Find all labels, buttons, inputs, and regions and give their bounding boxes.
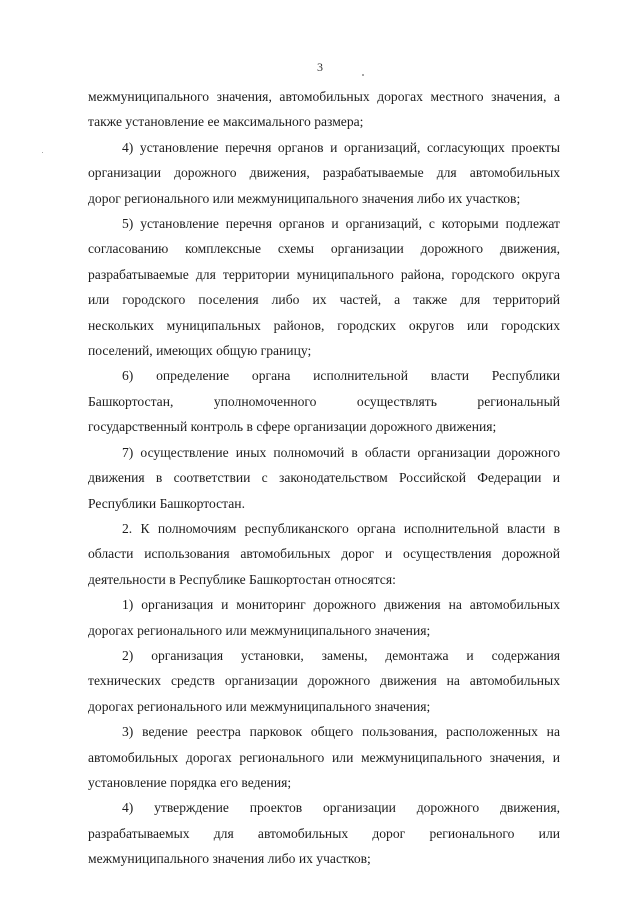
text-line: деятельности в Республике Башкортостан относятся: xyxy=(88,571,396,587)
paragraph xyxy=(88,643,560,719)
scan-speck xyxy=(42,152,43,153)
text-line: Башкортостан, уполномоченного осуществлять региональный xyxy=(88,393,560,409)
scan-speck xyxy=(362,74,364,76)
paragraph xyxy=(88,516,560,592)
text-line: 7) осуществление иных полномочий в области организации дорожного xyxy=(122,444,560,460)
paragraph xyxy=(88,84,560,135)
paragraph xyxy=(88,135,560,211)
text-line: также установление ее максимального размера; xyxy=(88,114,364,130)
text-line: дорогах регионального или межмуниципального значения; xyxy=(88,622,431,638)
text-line: организации дорожного движения, разрабатываемые для автомобильных xyxy=(88,165,560,181)
text-line: 2. К полномочиям республиканского органа исполнительной власти в xyxy=(122,520,560,536)
text-line: установление порядка его ведения; xyxy=(88,774,292,790)
text-line: Республики Башкортостан. xyxy=(88,495,245,511)
document-body xyxy=(88,84,560,872)
text-line: движения в соответствии с законодательством Российской Федерации и xyxy=(88,470,560,486)
text-line: или городского поселения либо их частей, а также для территорий xyxy=(88,292,560,308)
paragraph xyxy=(88,719,560,795)
text-line: 5) установление перечня органов и организаций, с которыми подлежат xyxy=(122,216,560,232)
text-line: 4) установление перечня органов и организаций, согласующих проекты xyxy=(122,139,560,155)
text-line: согласованию комплексные схемы организации дорожного движения, xyxy=(88,241,560,257)
text-line: государственный контроль в сфере организации дорожного движения; xyxy=(88,419,497,435)
text-line: дорог регионального или межмуниципального значения либо их участков; xyxy=(88,190,521,206)
paragraph xyxy=(88,211,560,363)
text-line: 6) определение органа исполнительной власти Республики xyxy=(122,368,560,384)
text-line: поселений, имеющих общую границу; xyxy=(88,343,312,359)
text-line: 3) ведение реестра парковок общего пользования, расположенных на xyxy=(122,724,560,740)
page-number: 3 xyxy=(317,60,323,74)
text-line: дорогах регионального или межмуниципального значения; xyxy=(88,698,431,714)
text-line: межмуниципального значения, автомобильных дорогах местного значения, а xyxy=(88,89,560,104)
text-line: разрабатываемые для территории муниципального района, городского округа xyxy=(88,266,560,282)
text-line: 4) утверждение проектов организации дорожного движения, xyxy=(122,800,560,816)
text-line: межмуниципального значения либо их участков; xyxy=(88,851,371,867)
text-line: технических средств организации дорожного движения на автомобильных xyxy=(88,673,560,689)
text-line: 2) организация установки, замены, демонтажа и содержания xyxy=(122,647,560,663)
text-line: автомобильных дорогах регионального или межмуниципального значения, и xyxy=(88,749,560,765)
text-line: 1) организация и мониторинг дорожного движения на автомобильных xyxy=(122,597,560,613)
text-line: нескольких муниципальных районов, городских округов или городских xyxy=(88,317,560,333)
text-line: области использования автомобильных дорог и осуществления дорожной xyxy=(88,546,560,562)
text-line: разрабатываемых для автомобильных дорог регионального или xyxy=(88,825,560,841)
paragraph xyxy=(88,795,560,871)
paragraph xyxy=(88,440,560,516)
paragraph xyxy=(88,592,560,643)
paragraph xyxy=(88,363,560,439)
